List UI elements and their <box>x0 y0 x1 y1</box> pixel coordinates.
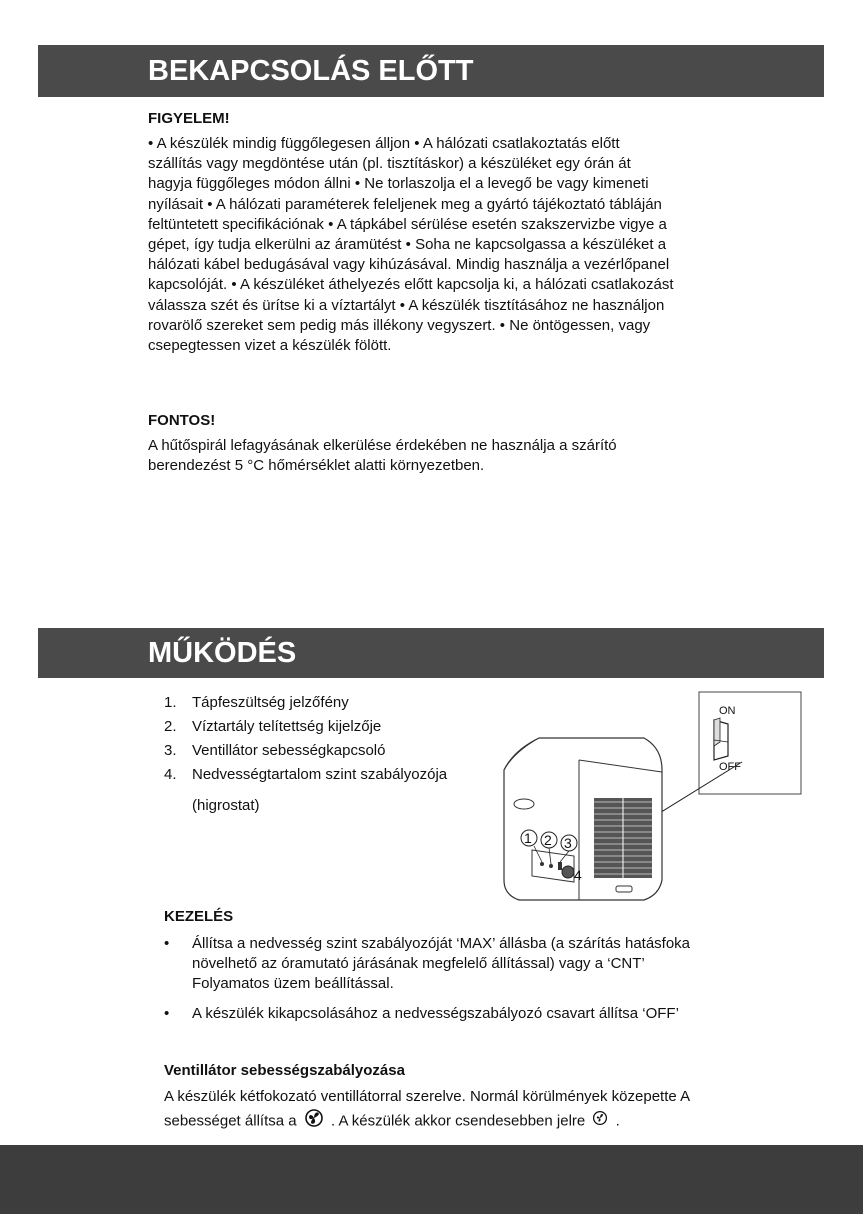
section-header-operation <box>38 628 824 678</box>
bullet-text <box>192 934 690 994</box>
fan-speed-heading: Ventillátor sebességszabályozása <box>164 1062 405 1079</box>
humidistat-knob-icon <box>562 866 574 878</box>
bullet-text <box>192 1004 679 1024</box>
section-title: BEKAPCSOLÁS ELŐTT <box>148 55 474 87</box>
bullet-line: Állítsa a nedvesség szint szabályozóját ‘MAX’ állásba (a szárítás hatásfoka <box>192 935 691 952</box>
list-label: Víztartály telítettség kijelzője <box>192 718 382 735</box>
handle <box>616 886 632 892</box>
switch-off-label: OFF <box>719 761 741 773</box>
fan-low-speed-icon <box>592 1110 608 1133</box>
warning-line: rovarölő szereket sem pedig más illékony vegyszert. • Ne öntögessen, vagy <box>148 316 651 334</box>
warning-heading: FIGYELEM! <box>148 110 230 127</box>
warning-line: szállítás vagy megdöntése után (pl. tisztításkor) a készüléket egy órán át <box>148 155 631 173</box>
warning-line: csepegtessen vizet a készülék fölött. <box>148 337 392 355</box>
callout-2: 2 <box>544 832 552 848</box>
warning-line: • A készülék mindig függőlegesen álljon • A hálózati csatlakoztatás előtt <box>148 135 620 152</box>
fan-speed-line-2 <box>164 1108 824 1135</box>
section-header-before-switching-on <box>38 45 824 97</box>
switch-on-label: ON <box>719 705 736 717</box>
list-item <box>164 934 824 998</box>
fan-high-speed-icon <box>304 1108 324 1135</box>
bullet-line: növelhető az óramutató járásának megfelelő állítással) vagy a ‘CNT’ <box>192 955 645 972</box>
logo-badge <box>514 799 534 809</box>
warning-line: gépet, így tudja elkerülni az áramütést • Soha ne kapcsolgassa a készüléket a <box>148 236 667 254</box>
fan-text-part: . <box>615 1112 620 1130</box>
list-number: 4. <box>164 766 177 783</box>
bullet-line: A készülék kikapcsolásához a nedvességszabályozó csavart állítsa ‘OFF’ <box>192 1005 679 1022</box>
dehumidifier-unit <box>504 738 662 900</box>
important-text <box>148 436 828 476</box>
bullet-marker: • <box>164 935 170 952</box>
list-number: 1. <box>164 694 177 711</box>
power-led-icon <box>540 862 544 866</box>
bullet-line: Folyamatos üzem beállítással. <box>192 975 394 992</box>
important-line: berendezést 5 °C hőmérséklet alatti környezetben. <box>148 457 485 475</box>
parts-note: (higrostat) <box>192 797 260 814</box>
dehumidifier-diagram <box>494 690 824 912</box>
warning-line: hagyja függőleges módon állni • Ne torlaszolja el a levegő be vagy kimeneti <box>148 175 649 193</box>
warning-line: nyílásait • A hálózati paraméterek feleljenek meg a gyártó tájékoztató tábláján <box>148 195 662 213</box>
page-footer-bar <box>0 1145 863 1214</box>
fan-speed-line: A készülék kétfokozató ventillátorral szerelve. Normál körülmények közepette A <box>164 1088 691 1105</box>
callout-4: 4 <box>574 867 582 883</box>
list-number: 2. <box>164 718 177 735</box>
list-label: Nedvességtartalom szint szabályozója <box>192 766 448 783</box>
warning-text <box>148 134 828 356</box>
important-heading: FONTOS! <box>148 412 216 429</box>
section-title: MŰKÖDÉS <box>148 637 297 669</box>
fan-text-part: sebességet állítsa a <box>164 1112 297 1130</box>
bullet-marker: • <box>164 1005 170 1022</box>
warning-line: válassza szét és ürítse ki a víztartályt • A készülék tisztításához ne használjon <box>148 296 665 314</box>
callout-3: 3 <box>564 835 572 851</box>
fan-speed-text <box>164 1086 824 1135</box>
warning-line: kapcsolóját. • A készüléket áthelyezés előtt kapcsolja ki, a hálózati csatlakozást <box>148 276 674 294</box>
air-grille <box>594 798 652 878</box>
important-line: A hűtőspirál lefagyásának elkerülése érdekében ne használja a szárító <box>148 437 617 454</box>
list-label: Ventillátor sebességkapcsoló <box>192 742 386 759</box>
tank-full-led-icon <box>549 864 553 868</box>
fan-text-part: . A készülék akkor csendesebben jelre <box>330 1112 586 1130</box>
list-label: Tápfeszültség jelzőfény <box>192 694 349 711</box>
operation-heading: KEZELÉS <box>164 908 234 925</box>
fan-switch-icon <box>558 862 562 870</box>
warning-line: feltüntetett specifikációnak • A tápkábel sérülése esetén szakszervizbe vigye a <box>148 215 667 233</box>
callout-1: 1 <box>524 830 532 846</box>
list-number: 3. <box>164 742 177 759</box>
rocker-switch-icon <box>714 718 728 760</box>
warning-line: hálózati kábel bedugásával vagy kihúzásával. Mindig használja a vezérlőpanel <box>148 256 670 274</box>
